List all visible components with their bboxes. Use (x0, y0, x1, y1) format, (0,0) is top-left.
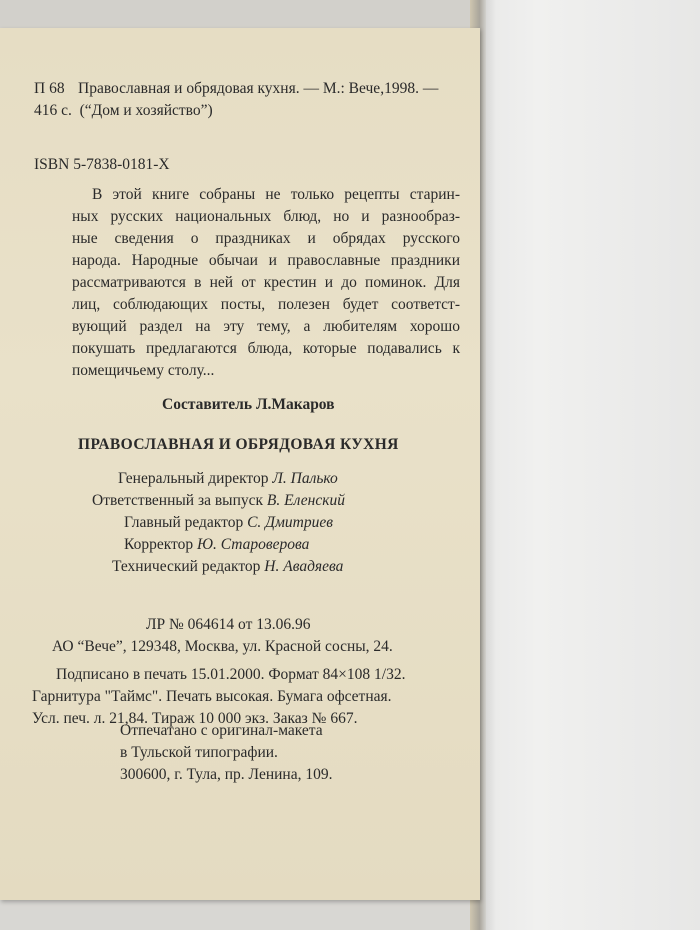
print-info-line: Гарнитура "Таймс". Печать высокая. Бумага офсетная. (32, 688, 392, 705)
printer-info-line: 300600, г. Тула, пр. Ленина, 109. (120, 766, 333, 783)
annotation-line: вующий раздел на эту тему, а любителям хорошо (72, 318, 460, 335)
printer-info-line: в Тульской типографии. (120, 744, 278, 761)
annotation-line: лиц, соблюдающих посты, полезен будет соответст- (72, 296, 460, 313)
annotation-line: ные сведения о праздниках и обрядах русского (72, 230, 460, 247)
catalog-code: П 68 (34, 80, 65, 97)
annotation-line: помещичьему столу... (72, 362, 215, 379)
catalog-line-2: 416 с. (“Дом и хозяйство”) (34, 102, 213, 119)
isbn: ISBN 5-7838-0181-X (34, 156, 170, 173)
print-info-line: Усл. печ. л. 21,84. Тираж 10 000 экз. Заказ № 667. (32, 710, 358, 727)
print-info-line: Подписано в печать 15.01.2000. Формат 84×108 1/32. (56, 666, 406, 683)
publisher-address: АО “Вече”, 129348, Москва, ул. Красной сосны, 24. (52, 638, 393, 655)
right-page (478, 0, 700, 930)
background-bottom (0, 900, 470, 930)
annotation-line: ных русских национальных блюд, но и разнообраз- (72, 208, 460, 225)
license-number: ЛР № 064614 от 13.06.96 (146, 616, 311, 633)
left-page (0, 28, 480, 900)
annotation-line: народа. Народные обычаи и православные праздники (72, 252, 460, 269)
compiler: Составитель Л.Макаров (162, 396, 335, 413)
annotation-line: покушать предлагаются блюда, которые подавались к (72, 340, 460, 357)
book-title: ПРАВОСЛАВНАЯ И ОБРЯДОВАЯ КУХНЯ (78, 436, 399, 453)
credit-proofreader: Корректор Ю. Староверова (124, 536, 310, 553)
catalog-line-1: Православная и обрядовая кухня. — М.: Вече,1998. — (78, 80, 439, 97)
printer-info-line: Отпечатано с оригинал-макета (120, 722, 323, 739)
credit-chief-editor: Главный редактор С. Дмитриев (124, 514, 333, 531)
annotation-line: В этой книге собраны не только рецепты старин- (92, 186, 460, 203)
credit-tech-editor: Технический редактор Н. Авадяева (112, 558, 344, 575)
credit-responsible: Ответственный за выпуск В. Еленский (92, 492, 345, 509)
annotation-line: рассматриваются в ней от крестин и до поминок. Для (72, 274, 460, 291)
credit-director: Генеральный директор Л. Палько (118, 470, 338, 487)
annotation-paragraph (72, 184, 460, 382)
